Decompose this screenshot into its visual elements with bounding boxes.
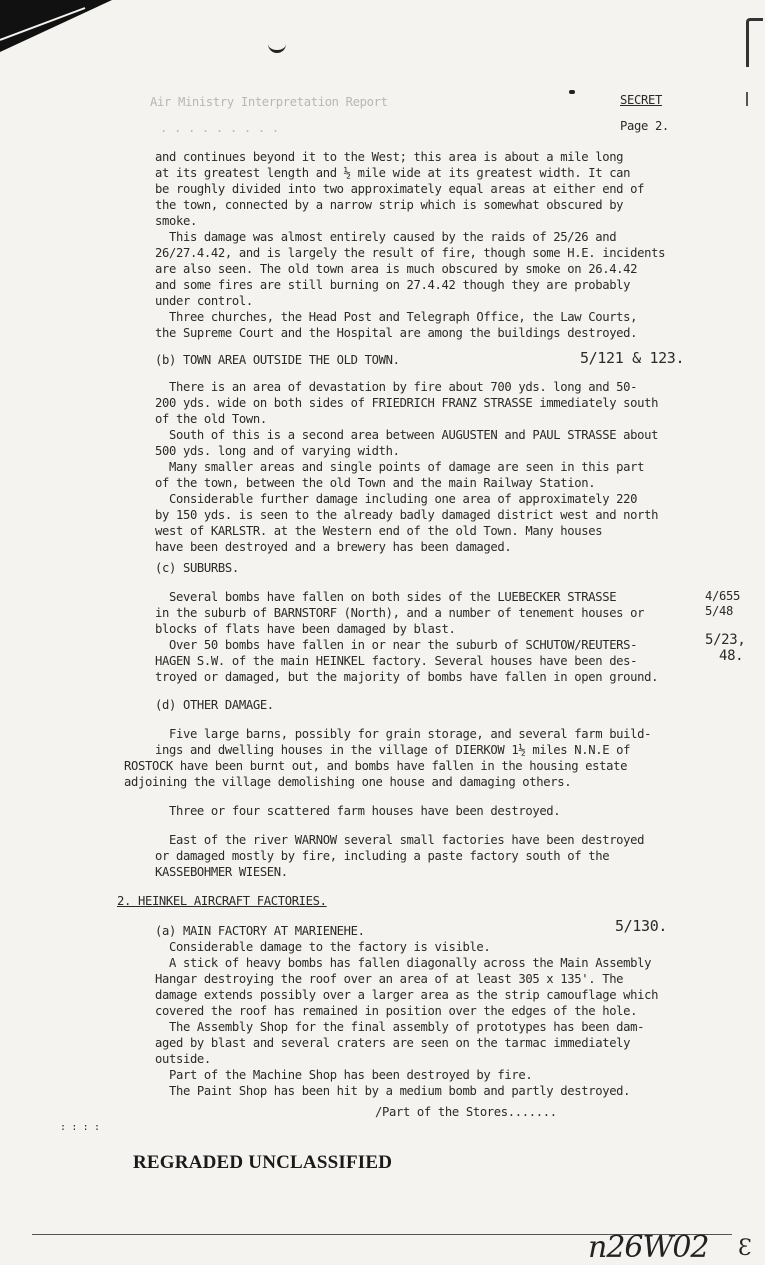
text-line: This damage was almost entirely caused by the raids of 25/26 and xyxy=(155,230,617,244)
binding-bracket-mark xyxy=(746,18,763,67)
text-line: blocks of flats have been damaged by blast. xyxy=(155,622,456,636)
margin-ref: 5/48 xyxy=(705,604,733,618)
text-line: Five large barns, possibly for grain storage, and several farm build- xyxy=(155,727,652,741)
text-line: ROSTOCK have been burnt out, and bombs have fallen in the housing estate xyxy=(124,759,628,773)
text-line: or damaged mostly by fire, including a paste factory south of the xyxy=(155,849,610,863)
text-line: be roughly divided into two approximately equal areas at either end of xyxy=(155,182,645,196)
margin-glyph: Ɛ xyxy=(738,1236,752,1261)
text-line: 500 yds. long and of varying width. xyxy=(155,444,400,458)
text-line: Considerable damage to the factory is visible. xyxy=(155,940,491,954)
section-2a-ref: 5/130. xyxy=(615,917,668,935)
text-line: of the town, between the old Town and the main Railway Station. xyxy=(155,476,596,490)
text-line: are also seen. The old town area is much obscured by smoke on 26.4.42 xyxy=(155,262,638,276)
text-line: Several bombs have fallen on both sides of the LUEBECKER STRASSE xyxy=(155,590,617,604)
text-line: at its greatest length and ½ mile wide at its greatest width. It can xyxy=(155,166,631,180)
text-line: of the old Town. xyxy=(155,412,267,426)
page-number: Page 2. xyxy=(620,119,669,133)
text-line: troyed or damaged, but the majority of bombs have fallen in open ground. xyxy=(155,670,659,684)
text-line: Three or four scattered farm houses have been destroyed. xyxy=(155,804,561,818)
text-line: Many smaller areas and single points of damage are seen in this part xyxy=(155,460,645,474)
margin-tick-mark xyxy=(746,92,748,106)
section-d-heading: (d) OTHER DAMAGE. xyxy=(155,698,274,712)
margin-ref: 5/23, xyxy=(705,632,746,648)
section-c-heading: (c) SUBURBS. xyxy=(155,561,239,575)
text-line: and continues beyond it to the West; this area is about a mile long xyxy=(155,150,624,164)
text-line: South of this is a second area between AUGUSTEN and PAUL STRASSE about xyxy=(155,428,659,442)
text-line: East of the river WARNOW several small factories have been destroyed xyxy=(155,833,645,847)
text-line: KASSEBOHMER WIESEN. xyxy=(155,865,288,879)
continuation-note: /Part of the Stores....... xyxy=(375,1105,557,1119)
text-line: smoke. xyxy=(155,214,197,228)
text-line: Considerable further damage including one area of approximately 220 xyxy=(155,492,638,506)
text-line: A stick of heavy bombs has fallen diagonally across the Main Assembly xyxy=(155,956,652,970)
text-line: HAGEN S.W. of the main HEINKEL factory. Several houses have been des- xyxy=(155,654,638,668)
faint-subheader-line: . . . . . . . . . xyxy=(160,121,279,135)
margin-ref: 48. xyxy=(719,648,744,664)
text-line: The Assembly Shop for the final assembly of prototypes has been dam- xyxy=(155,1020,645,1034)
margin-dots: : : : : xyxy=(60,1122,100,1133)
text-line: 200 yds. wide on both sides of FRIEDRICH FRANZ STRASSE immediately south xyxy=(155,396,659,410)
text-line: damage extends possibly over a larger area as the strip camouflage which xyxy=(155,988,659,1002)
margin-ref: 4/655 xyxy=(705,589,740,603)
text-line: Over 50 bombs have fallen in or near the suburb of SCHUTOW/REUTERS- xyxy=(155,638,638,652)
faint-header-line: Air Ministry Interpretation Report xyxy=(150,95,388,109)
ink-dot xyxy=(569,90,575,94)
text-line: by 150 yds. is seen to the already badly damaged district west and north xyxy=(155,508,659,522)
text-line: the Supreme Court and the Hospital are among the buildings destroyed. xyxy=(155,326,638,340)
text-line: covered the roof has remained in position over the edges of the hole. xyxy=(155,1004,638,1018)
text-line: Three churches, the Head Post and Telegraph Office, the Law Courts, xyxy=(155,310,638,324)
ink-mark xyxy=(268,44,286,53)
text-line: There is an area of devastation by fire about 700 yds. long and 50- xyxy=(155,380,638,394)
text-line: 26/27.4.42, and is largely the result of fire, though some H.E. incidents xyxy=(155,246,666,260)
text-line: Part of the Machine Shop has been destroyed by fire. xyxy=(155,1068,533,1082)
text-line: Hangar destroying the roof over an area of at least 305 x 135'. The xyxy=(155,972,624,986)
section-b-ref: 5/121 & 123. xyxy=(580,349,685,367)
folded-corner-mark xyxy=(0,0,120,60)
section-b-heading: (b) TOWN AREA OUTSIDE THE OLD TOWN. xyxy=(155,353,400,367)
text-line: the town, connected by a narrow strip which is somewhat obscured by xyxy=(155,198,624,212)
regraded-unclassified-stamp: REGRADED UNCLASSIFIED xyxy=(133,1152,393,1173)
text-line: under control. xyxy=(155,294,253,308)
section-2a-heading: (a) MAIN FACTORY AT MARIENEHE. xyxy=(155,924,365,938)
text-line: west of KARLSTR. at the Western end of the old Town. Many houses xyxy=(155,524,603,538)
classification-label: SECRET xyxy=(620,93,662,107)
handwritten-reference: n26W02 xyxy=(588,1230,709,1265)
text-line: have been destroyed and a brewery has been damaged. xyxy=(155,540,512,554)
text-line: and some fires are still burning on 27.4.42 though they are probably xyxy=(155,278,631,292)
text-line: outside. xyxy=(155,1052,211,1066)
section-2-heading: 2. HEINKEL AIRCRAFT FACTORIES. xyxy=(117,894,327,908)
text-line: The Paint Shop has been hit by a medium bomb and partly destroyed. xyxy=(155,1084,631,1098)
text-line: ings and dwelling houses in the village of DIERKOW 1½ miles N.N.E of xyxy=(155,743,631,757)
text-line: in the suburb of BARNSTORF (North), and a number of tenement houses or xyxy=(155,606,645,620)
text-line: adjoining the village demolishing one house and damaging others. xyxy=(124,775,572,789)
text-line: aged by blast and several craters are seen on the tarmac immediately xyxy=(155,1036,631,1050)
